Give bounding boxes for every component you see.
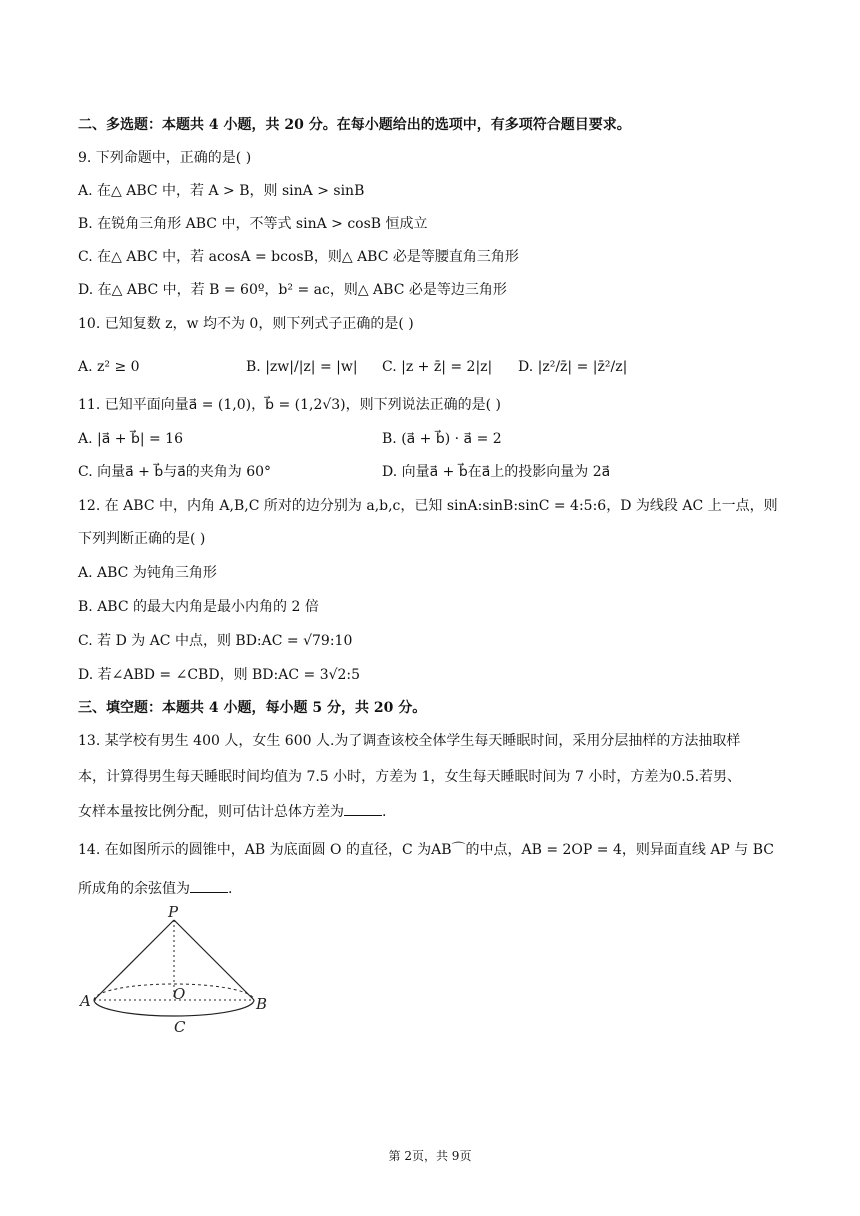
label-O: O bbox=[173, 985, 186, 1003]
text-line-q9: 9. 下列命题中，正确的是( ) bbox=[78, 150, 252, 166]
option-q10d: D. |z²/z̄| = |z̄²/z| bbox=[518, 359, 628, 375]
text-line-q9c: C. 在△ ABC 中，若 acosA = bcosB，则△ ABC 必是等腰直角三角形 bbox=[78, 249, 519, 265]
text-line-q14a: 14. 在如图所示的圆锥中，AB 为底面圆 O 的直径，C 为AB⌒的中点，AB = 2OP = 4，则异面直线 AP 与 BC bbox=[78, 842, 775, 858]
text-line-q9a: A. 在△ ABC 中，若 A > B，则 sinA > sinB bbox=[78, 183, 365, 199]
label-P: P bbox=[168, 905, 179, 921]
text-line-q10: 10. 已知复数 z，w 均不为 0，则下列式子正确的是( ) bbox=[78, 316, 414, 332]
label-B: B bbox=[256, 995, 268, 1013]
option-q11d: D. 向量a⃗ + b⃗在a⃗上的投影向量为 2a⃗ bbox=[382, 464, 611, 480]
label-A: A bbox=[80, 992, 91, 1010]
option-q11c: C. 向量a⃗ + b⃗与a⃗的夹角为 60° bbox=[78, 464, 272, 480]
text-line-q12cont: 下列判断正确的是( ) bbox=[78, 531, 206, 547]
text-line-sec3: 三、填空题：本题共 4 小题，每小题 5 分，共 20 分。 bbox=[78, 700, 427, 716]
text-line-q14b: 所成角的余弦值为 . bbox=[78, 878, 232, 899]
slant-BP bbox=[174, 920, 254, 1000]
option-q10b: B. |zw|/|z| = |w| bbox=[246, 359, 358, 375]
text-line-q9d: D. 在△ ABC 中，若 B = 60º，b² = ac，则△ ABC 必是等边三角形 bbox=[78, 282, 507, 298]
text-line-q12: 12. 在 ABC 中，内角 A,B,C 所对的边分别为 a,b,c，已知 sinA:sinB:sinC = 4:5:6，D 为线段 AC 上一点，则 bbox=[78, 498, 778, 514]
label-C: C bbox=[174, 1018, 186, 1036]
text-line-q13b: 本，计算得男生每天睡眠时间均值为 7.5 小时，方差为 1，女生每天睡眠时间为 7 小时，方差为0.5.若男、 bbox=[78, 769, 742, 785]
cone-figure bbox=[76, 905, 276, 1040]
page-footer: 第 2页，共 9页 bbox=[388, 1149, 472, 1163]
text-line-q13a: 13. 某学校有男生 400 人，女生 600 人.为了调查该校全体学生每天睡眠时间，采用分层抽样的方法抽取样 bbox=[78, 733, 741, 749]
answer-blank[interactable] bbox=[344, 801, 382, 816]
answer-blank[interactable] bbox=[190, 878, 228, 893]
period: . bbox=[382, 804, 387, 820]
text-line-q12c: C. 若 D 为 AC 中点，则 BD:AC = √79:10 bbox=[78, 633, 353, 649]
period: . bbox=[228, 881, 233, 897]
text-line-q13c: 女样本量按比例分配，则可估计总体方差为 . bbox=[78, 801, 386, 822]
text-line-q9b: B. 在锐角三角形 ABC 中，不等式 sinA > cosB 恒成立 bbox=[78, 216, 428, 232]
text-line-q11: 11. 已知平面向量a⃗ = (1,0)，b⃗ = (1,2√3)，则下列说法正确的是( ) bbox=[78, 397, 502, 413]
text-line-q12d: D. 若∠ABD = ∠CBD，则 BD:AC = 3√2:5 bbox=[78, 667, 361, 683]
option-q10c: C. |z + z̄| = 2|z| bbox=[382, 359, 493, 375]
text-line-q12b: B. ABC 的最大内角是最小内角的 2 倍 bbox=[78, 599, 319, 615]
option-q10a: A. z² ≥ 0 bbox=[78, 359, 140, 375]
slant-AP bbox=[94, 920, 174, 1000]
text-line-sec2: 二、多选题：本题共 4 小题，共 20 分。在每小题给出的选项中，有多项符合题目要求。 bbox=[78, 117, 631, 133]
option-q11b: B. (a⃗ + b⃗) · a⃗ = 2 bbox=[382, 431, 502, 447]
option-q11a: A. |a⃗ + b⃗| = 16 bbox=[78, 431, 183, 447]
text-line-q12a: A. ABC 为钝角三角形 bbox=[78, 565, 217, 581]
